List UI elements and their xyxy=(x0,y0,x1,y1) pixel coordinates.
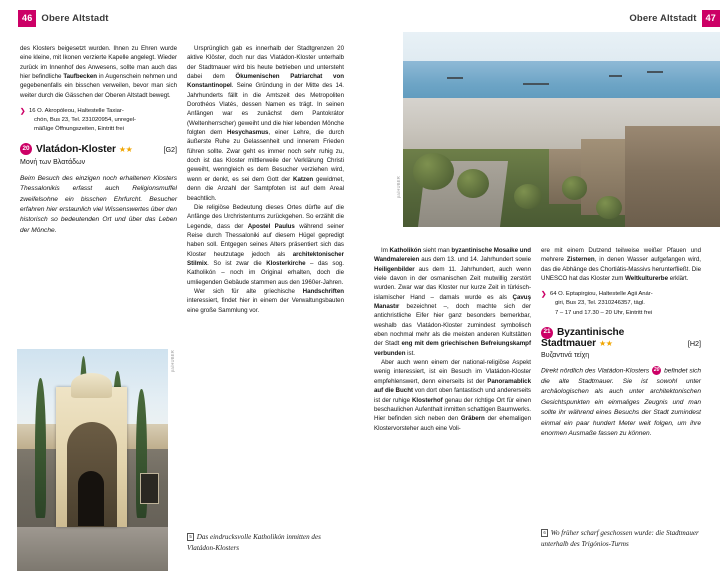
poi-heading-line xyxy=(541,327,701,339)
right-page-column-2 xyxy=(541,246,701,439)
caption-stadtmauer xyxy=(541,528,706,549)
stadtmauer-photo xyxy=(403,32,720,227)
body-bold: Gräbern xyxy=(460,415,485,423)
body-text: Ursprünglich gab es innerhalb der Stadtgrenzen 20 aktive Klöster, doch nur das Vlatádon-Kloster unterhalb der Stadtmauer wird bis heute betrieben und untersteht dabei dem xyxy=(187,45,344,81)
body-text: Aber auch wenn einem der national-religiöse Aspekt wenig interessiert, ist ein Besuch im Vlatádon-Kloster empfehlenswert, denn einerseits ist der xyxy=(374,359,531,385)
folio-right: 47 xyxy=(702,10,720,27)
body-bold: Çavuş Manastır xyxy=(374,293,531,311)
katholikon-photo xyxy=(17,349,168,571)
poi-intro-text xyxy=(541,366,701,439)
running-head-left-title: Obere Altstadt xyxy=(41,13,109,25)
right-page-column-1 xyxy=(374,246,531,433)
body-bold: Zisternen xyxy=(566,256,595,264)
left-page-column-2 xyxy=(187,44,344,315)
photo-credit-right: pa/HUBER xyxy=(396,176,401,199)
poi-number-badge: 20 xyxy=(20,143,32,155)
poi-heading-line-2 xyxy=(541,339,701,348)
body-bold: byzantinische Mosaike und Wandmalereien xyxy=(374,247,531,264)
poi-byzantinische-stadtmauer xyxy=(541,327,701,440)
left-page-column-1 xyxy=(20,44,177,236)
body-bold: Klosterkirche xyxy=(266,259,306,267)
info-block-address xyxy=(541,290,701,317)
body-text: – das sog. Katholikón – noch im Original erhalten, doch die umliegenden Gebäude stammen aus den 1960er-Jahren. xyxy=(187,259,344,286)
poi-intro-part: Direkt nördlich des Vlatádon-Klosters xyxy=(541,367,652,375)
info-line: 16 O. Akropóleou, Haltestelle Taxiar- xyxy=(29,108,124,115)
body-bold: Katholikón xyxy=(389,247,422,254)
poi-greek-name: Μονή των Βλατάδων xyxy=(20,159,86,167)
photo-artwork xyxy=(17,349,168,571)
body-text: genau der richtige Ort für einen beschaulichen Aufenthalt inmitten schattigen Baumwerks. Hier befinden sich neben den xyxy=(374,396,531,423)
body-bold: Katzen xyxy=(293,175,314,183)
arrow-icon: ❯ xyxy=(541,291,547,299)
caption-marker: 6 xyxy=(541,529,548,537)
body-bold: Ökumenischen Patriarchat von Konstantinopel xyxy=(187,73,344,90)
body-text: Die religiöse Bedeutung dieses Ortes dürfte auf die Anfänge des Urchristentums zurückgehen. So erzählt die Legende, dass der xyxy=(187,203,344,230)
body-text: , in denen Wasser aufgefangen wird, das die Abhänge des Chortiátis-Massivs herunterfließt. Die UNESCO hat das Kloster zum xyxy=(541,256,701,283)
caption-katholikon xyxy=(187,532,347,553)
poi-inline-reference-badge: 20 xyxy=(653,367,660,374)
body-text: während seiner Reise durch Thessaloniki auf diesem Hügel gepredigt haben soll. Entgegen seines Alters präsentiert sich das Kloster heutzutage jedoch als xyxy=(187,222,344,258)
info-line: chón, Bus 23, Tel. 231020954, unregel- xyxy=(34,117,136,124)
poi-map-reference: [G2] xyxy=(163,144,177,154)
running-head-right xyxy=(360,0,720,28)
poi-intro-part: befindet sich die alte Stadtmauer. Sie ist sowohl unter archäologischen als auch unter architektonischen Gesichtspunkten ein einmaliges Zeugnis und man sollte ihr während eines Besuchs der Stadt zumindest einmal ein paar hundert Meter weit folgen, um ihre enormen Ausmaße fassen zu können. xyxy=(541,367,702,438)
poi-title: Vlatádon-Kloster xyxy=(36,143,116,155)
folio-left: 46 xyxy=(18,10,36,27)
body-paragraph xyxy=(187,287,344,315)
body-text: aus dem 11. Jahrhundert, auch wenn viele davon in der osmanischen Zeit mutwillig zerstört wurden. Zwar war das Kloster nur kurze Zeit in türkisch-islamischer Hand – damals wurde es als xyxy=(374,265,531,301)
info-line: 64 O. Eptapirgiou, Haltestelle Agii Anár- xyxy=(550,291,653,298)
body-bold: Weltkulturerbe xyxy=(625,275,668,283)
body-text: Im xyxy=(381,247,390,254)
body-text: in Augenschein nehmen und gegebenenfalls ein bisschen verweilen, bevor man sich weiter durch die Gässchen der Oberen Altstadt bewegt. xyxy=(20,73,178,99)
body-paragraph xyxy=(541,246,701,283)
body-text: sieht man xyxy=(421,247,452,254)
poi-title: Byzantinische xyxy=(557,326,625,338)
caption-text: Wo früher scharf geschossen wurde: die Stadtmauer unterhalb des Trigónios-Turms xyxy=(541,529,699,548)
body-paragraph xyxy=(187,44,344,203)
body-paragraph xyxy=(374,358,531,433)
body-text: der ehemaligen Klostervorsteher auch eine Voli- xyxy=(374,415,531,432)
info-line: 7 – 17 und 17.30 – 20 Uhr, Eintritt frei xyxy=(555,309,653,316)
rating-stars: ★★ xyxy=(118,144,133,154)
poi-intro-text: Beim Besuch des einzigen noch erhaltenen Klosters Thessalonikis erfasst auch Religionsmuffel zweifelsohne ein bisschen Ehrfurcht. Besucher erfahren hier erstaunlich viel Wissenswertes über den historisch so bedeutenden Ort und über das Leben der Mönche. xyxy=(20,174,177,234)
poi-number-badge: 21 xyxy=(541,327,553,339)
body-text: . So ist zwar die xyxy=(207,259,267,267)
rating-stars: ★★ xyxy=(599,338,613,348)
body-text: des Klosters beigesetzt wurden. Ihnen zu Ehren wurde eine kleine, mit Ikonen verzierte Kapelle angelegt. Wieder zurück im Innenhof des Anwesens, sollte man auch das hier befindliche xyxy=(20,45,177,81)
body-text: bezeichnet –, doch machte sich der antichristliche Eifer hier ganz besonders bemerkbar, weshalb das Vlatádon-Kloster zumindest symbolisch eben nochmal mehr als die meisten anderen Kultstätten der Stadt xyxy=(374,303,531,348)
body-text: Wer sich für alte griechische xyxy=(194,287,303,295)
body-text: . Seine Gründung in der Mitte des 14. Jahrhunderts fällt in die Amtszeit des Metropoliten Dorothéos Vlatés, dessen Namen es trägt. In seinen Anfängen war es zunächst dem Pantokrátor (Weltenherrscher) geweiht und die hier lebenden Mönche folgten dem xyxy=(187,82,344,137)
body-paragraph xyxy=(20,44,177,100)
body-bold: Hesychasmus xyxy=(227,129,269,137)
body-text: erklärt. xyxy=(668,275,689,283)
caption-text: Das eindrucksvolle Katholikón inmitten des Vlatádon-Klosters xyxy=(187,533,321,552)
poi-vlatadon-kloster xyxy=(20,143,177,236)
poi-title-continued: Stadtmauer xyxy=(541,337,597,349)
body-text: ere mit einem Dutzend teilweise weißer Pfauen und mehrere xyxy=(541,247,701,264)
running-head-right-title: Obere Altstadt xyxy=(629,13,697,25)
body-bold: eng mit dem griechischen Befreiungskampf verbunden xyxy=(374,340,531,357)
body-text: gewidmet, denn die Anzahl der Samtpfoten ist auf dem Areal beachtlich. xyxy=(187,175,344,202)
info-line: giri, Bus 23, Tel. 2310246357, tägl. xyxy=(555,300,645,307)
body-bold: architektonischer Stilmix xyxy=(187,250,344,267)
body-text: aus dem 13. und 14. Jahrhundert sowie xyxy=(419,256,531,264)
body-bold: Taufbecken xyxy=(63,73,98,81)
photo-credit-left: pa/HUBER xyxy=(170,350,175,373)
poi-greek-name: Βυζαντινά τείχη xyxy=(541,352,590,359)
caption-marker: 5 xyxy=(187,533,194,541)
arrow-icon: ❯ xyxy=(20,108,26,116)
body-text: , einer Lehre, die durch äußerste Ruhe zu Gelassenheit und innerem Frieden führen sollte. Zwar geht es immer noch sehr ruhig zu, doch ist das Kloster mittlerweile der Verklärung Christi geweiht, wenngleich es dem Besucher verziehen wird, wenn er denkt, es sei dem Gott der xyxy=(187,129,344,183)
info-block-address xyxy=(20,107,177,134)
body-text: ist. xyxy=(405,349,415,357)
photo-artwork xyxy=(403,32,720,227)
body-bold: Handschriften xyxy=(302,287,344,295)
body-paragraph xyxy=(187,203,344,287)
body-text: interessiert, findet hier in einem der Verwaltungsbauten eine große Sammlung vor. xyxy=(187,297,344,314)
poi-map-reference: [H2] xyxy=(687,338,701,348)
info-line: mäßige Öffnungszeiten, Eintritt frei xyxy=(34,126,124,133)
body-bold: Apostel Paulus xyxy=(247,222,295,230)
body-bold: Heiligenbilder xyxy=(374,265,415,273)
poi-heading-line xyxy=(20,143,177,155)
body-paragraph xyxy=(374,246,531,358)
body-bold: Klosterhof xyxy=(411,396,443,404)
running-head-left xyxy=(0,0,360,28)
body-text: von dort oben fantastisch und andererseits ist der ruhige xyxy=(374,387,531,404)
body-bold: Panoramablick auf die Bucht xyxy=(374,377,531,395)
